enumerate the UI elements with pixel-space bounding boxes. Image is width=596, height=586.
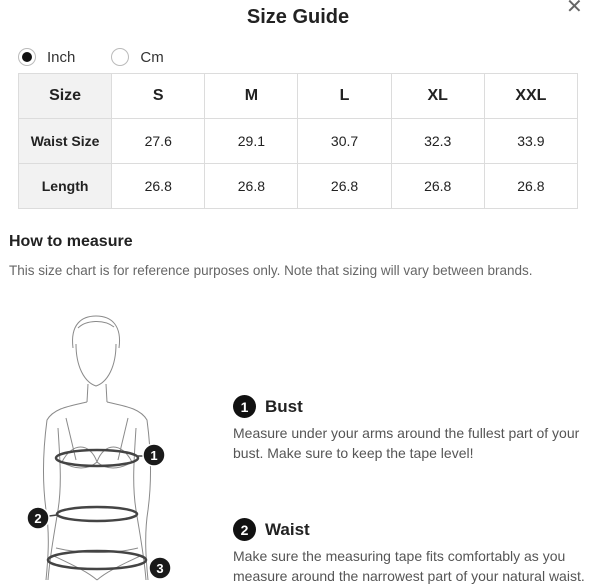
how-to-measure-heading: How to measure [9,233,133,250]
body-measurement-illustration [20,310,180,580]
bust-line [56,450,138,466]
header-cell: XL [391,74,484,119]
step-waist [233,518,593,586]
step-title: Waist [265,519,310,539]
table-cell: 26.8 [484,164,577,209]
table-header-row [19,74,578,119]
reference-note: This size chart is for reference purposes only. Note that sizing will vary between brands. [9,263,533,278]
table-cell: 26.8 [112,164,205,209]
step-description: Make sure the measuring tape fits comfortably as you measure around the narrowest part of your natural waist. [233,548,585,584]
table-cell: 30.7 [298,119,391,164]
row-label: Waist Size [19,119,112,164]
marker-3-label: 3 [156,561,164,576]
waist-line [57,507,137,521]
table-cell: 26.8 [391,164,484,209]
step-description: Measure under your arms around the fullest part of your bust. Make sure to keep the tape level! [233,425,580,461]
step-bust [233,395,593,463]
table-row [19,164,578,209]
radio-inch[interactable] [18,48,36,66]
table-cell: 26.8 [298,164,391,209]
step-number-badge: 1 [233,395,256,418]
size-table [18,73,578,209]
header-cell: XXL [484,74,577,119]
close-icon[interactable]: ✕ [566,0,583,18]
step-number-badge: 2 [233,518,256,541]
table-row [19,119,578,164]
radio-cm[interactable] [111,48,129,66]
header-cell: L [298,74,391,119]
marker-2-label: 2 [34,511,42,526]
page-title: Size Guide [246,6,350,28]
header-cell: S [112,74,205,119]
table-cell: 27.6 [112,119,205,164]
table-cell: 29.1 [205,119,298,164]
radio-inch-label[interactable]: Inch [47,48,76,66]
table-cell: 33.9 [484,119,577,164]
row-label: Length [19,164,112,209]
radio-cm-label[interactable]: Cm [140,48,164,66]
marker-1-label: 1 [150,448,158,463]
table-cell: 26.8 [205,164,298,209]
unit-selector [18,48,164,66]
header-cell: Size [19,74,112,119]
radio-selected-dot [22,52,32,62]
header-cell: M [205,74,298,119]
table-cell: 32.3 [391,119,484,164]
step-title: Bust [265,396,303,416]
